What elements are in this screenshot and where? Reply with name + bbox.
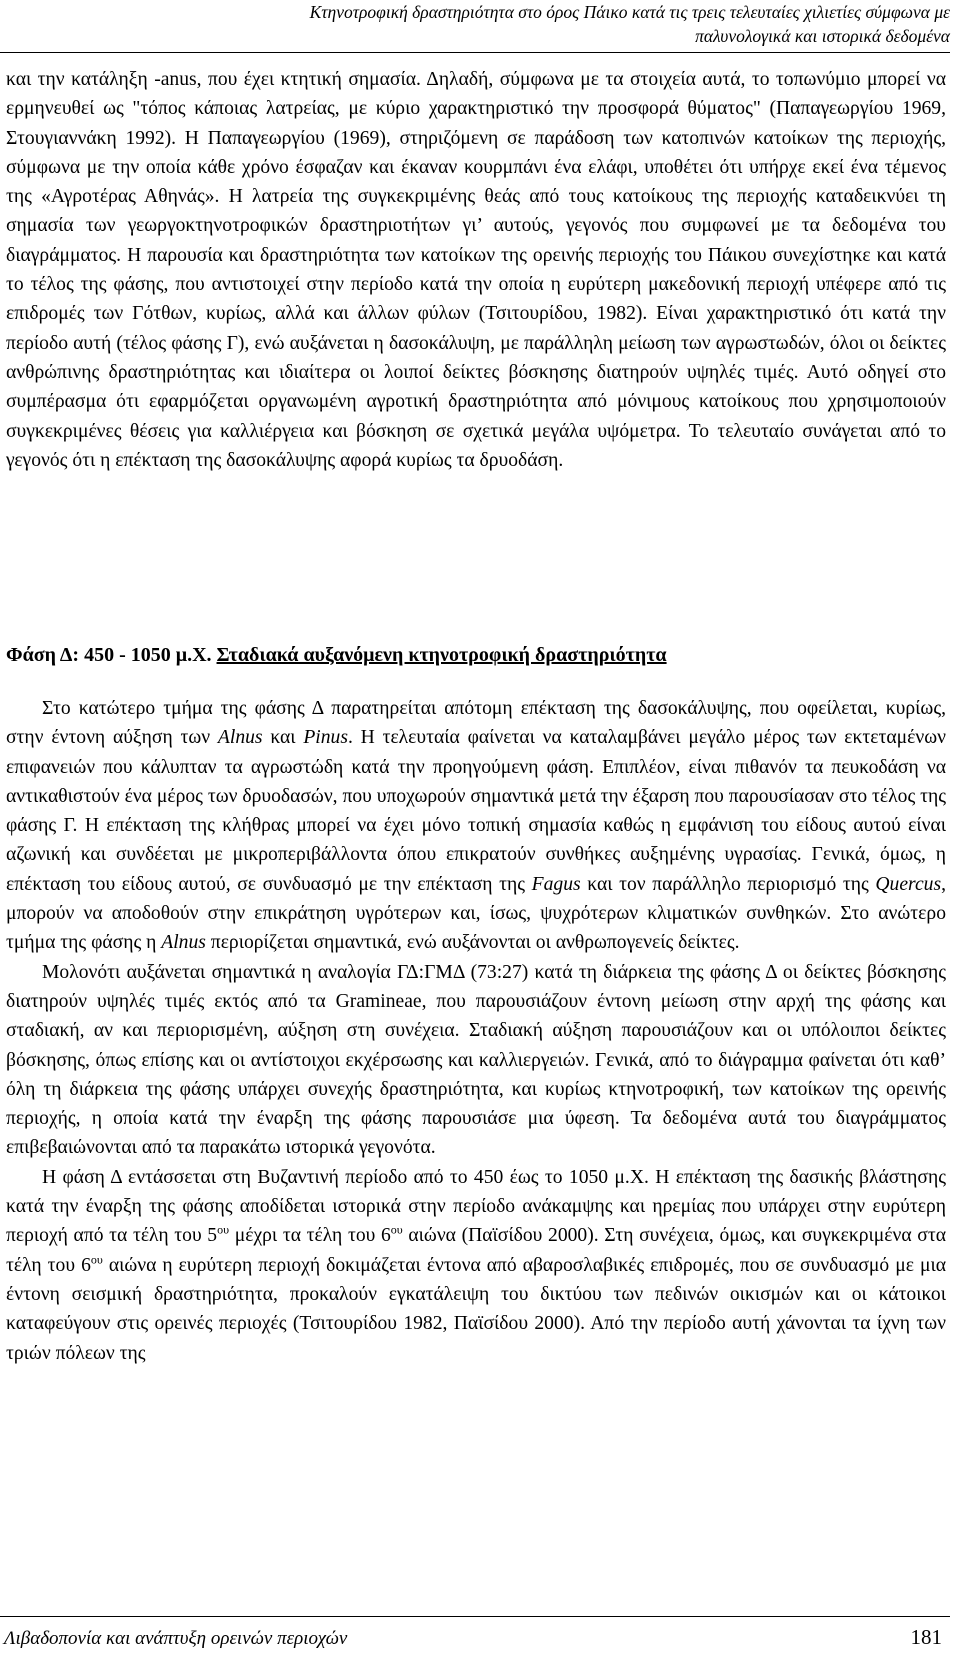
section-heading-title: Σταδιακά αυξανόμενη κτηνοτροφική δραστηριότητα — [216, 644, 667, 666]
paragraph-1: και την κατάληξη -anus, που έχει κτητική σημασία. Δηλαδή, σύμφωνα με τα στοιχεία αυτά, το τοπωνύμιο μπορεί να ερμηνευθεί ως "τόπος κάποιας λατρείας, με κύριο χαρακτηριστικό την προσφορά θύματος" (Παπαγεωργίου 1969, Στουγιαννάκη 1992). Η Παπαγεωργίου (1969), στηριζόμενη σε παράδοση των κατοπινών κατοίκων της περιοχής, σύμφωνα με την οποία κάθε χρόνο έσφαζαν και έκαναν κουρμπάνι ένα ελάφι, υποθέτει ότι υπήρχε εκεί ένα τέμενος της «Αγροτέρας Αθηνάς». Η λατρεία της συγκεκριμένης θεάς από τους κατοίκους της περιοχής καταδεικνύει τη σημασία των γεωργοκτηνοτροφικών δραστηριοτήτων γι’ αυτούς, γεγονός που συμφωνεί με τα δεδομένα του διαγράμματος. Η παρουσία και δραστηριότητα των κατοίκων της ορεινής περιοχής του Πάικου συνεχίστηκε και κατά το τέλος της φάσης, που αντιστοιχεί στην περίοδο κατά την οποία η ευρύτερη μακεδονική περιοχή υπέφερε από τις επιδρομές των Γότθων, κυρίως, αλλά και άλλων φύλων (Τσιτουρίδου, 1982). Είναι χαρακτηριστικό ότι κατά την περίοδο αυτή (τέλος φάσης Γ), ενώ αυξάνεται η δασοκάλυψη, με παράλληλη μείωση των αγρωστωδών, όλοι οι δείκτες ανθρώπινης δραστηριότητας και ιδιαίτερα οι λοιποί δείκτες βόσκησης διατηρούν υψηλές τιμές. Αυτό οδηγεί στο συμπέρασμα ότι εφαρμόζεται οργανωμένη αγροτική δραστηριότητα από μόνιμους κατοίκους που χρησιμοποιούν συγκεκριμένες θέσεις για καλλιέργεια και βόσκηση σε σχετικά μεγάλα υψόμετρα. Το τελευταίο συνάγεται από το γεγονός ότι η επέκταση της δασοκάλυψης αφορά κυρίως τα δρυοδάση. — [6, 69, 946, 471]
paragraph-3: Μολονότι αυξάνεται σημαντικά η αναλογία ΓΔ:ΓΜΔ (73:27) κατά τη διάρκεια της φάσης Δ οι δείκτες βόσκησης διατηρούν υψηλές τιμές εκτός από τα Gramineae, που παρουσιάζουν έντονη μείωση στην αρχή της φάσης και σταδιακή, αν και περιορισμένη, αύξηση στη συνέχεια. Σταδιακή αύξηση παρουσιάζουν και οι υπόλοιποι δείκτες βόσκησης, όπως επίσης και οι αντίστοιχοι εκχέρσωσης και καλλιεργειών. Γενικά, από το διάγραμμα φαίνεται ότι καθ’ όλη τη διάρκεια της φάσης υπάρχει συνεχής δραστηριότητα, και κυρίως κτηνοτροφική, των κατοίκων της ορεινής περιοχής, η οποία κατά την έναρξη της φάσης παρουσιάσε μια ύφεση. Τα δεδομένα αυτά του διαγράμματος επιβεβαιώνονται από τα παρακάτω ιστορικά γεγονότα. — [6, 961, 946, 1159]
running-header-line-1: Κτηνοτροφική δραστηριότητα στο όρος Πάικο κατά τις τρεις τελευταίες χιλιετίες σύμφωνα με — [309, 2, 950, 22]
taxon-alnus-2: Alnus — [161, 932, 206, 954]
taxon-quercus: Quercus — [875, 873, 942, 895]
taxon-fagus: Fagus — [531, 873, 581, 895]
body-section-1 — [6, 65, 946, 475]
section-heading-label: Φάση Δ: 450 - 1050 μ.Χ. — [6, 644, 212, 666]
section-heading — [6, 641, 946, 669]
running-header-line-2: παλυνολογικά και ιστορικά δεδομένα — [695, 26, 950, 46]
page-number: 181 — [910, 1625, 942, 1649]
taxon-alnus: Alnus — [217, 727, 263, 749]
running-header — [150, 0, 950, 48]
body-section-2 — [6, 694, 946, 1368]
superscript-ou-1: ου — [217, 1222, 230, 1237]
footer-divider — [0, 1616, 950, 1617]
superscript-ou-3: ου — [90, 1252, 103, 1267]
header-divider — [0, 52, 950, 53]
taxon-pinus: Pinus — [303, 727, 348, 749]
paragraph-2: Στο κατώτερο τμήμα της φάσης Δ παρατηρείται απότομη επέκταση της δασοκάλυψης, που οφείλεται, κυρίως, στην έντονη αύξηση των Alnus και Pinus. Η τελευταία φαίνεται να καταλαμβάνει μεγάλο μέρος των εκτεταμένων επιφανειών που κάλυπταν τα αγρωστώδη κατά την προηγούμενη φάση. Επιπλέον, είναι πιθανόν τα πευκοδάση να αντικαθιστούν ένα μέρος των δρυοδασών, που υποχωρούν σημαντικά μετά την έξαρση που παρουσίασαν στο τέλος της φάσης Γ. Η επέκταση της κλήθρας μπορεί να έχει μόνο τοπική σημασία καθώς η εμφάνιση του είδους αυτού είναι αζωνική και συνδέεται με μικροπεριβάλλοντα όπου επικρατούν συνθήκες αυξημένης υγρασίας. Γενικά, όμως, η επέκταση του είδους αυτού, σε συνδυασμό με την επέκταση της Fagus και τον παράλληλο περιορισμό της Quercus, μπορούν να αποδοθούν στην επικράτηση υγρότερων και, ίσως, ψυχρότερων κλιματικών συνθηκών. Στο ανώτερο τμήμα της φάσης η Alnus περιορίζεται σημαντικά, ενώ αυξάνονται οι ανθρωπογενείς δείκτες. — [6, 698, 947, 954]
superscript-ou-2: ου — [390, 1222, 403, 1237]
running-footer: Λιβαδοπονία και ανάπτυξη ορεινών περιοχών — [4, 1628, 348, 1649]
paragraph-4: Η φάση Δ εντάσσεται στη Βυζαντινή περίοδο από το 450 έως το 1050 μ.Χ. Η επέκταση της δασικής βλάστησης κατά την έναρξη της φάσης αποδίδεται ιστορικά στην περίοδο ανάκαμψης και ηρεμίας που υπάρχει στην ευρύτερη περιοχή από τα τέλη του $5^{o\upsilon}$ μέχρι τα τέλη του $6^{o\upsilon}$ αιώνα (Παϊσίδου 2000). Στη συνέχεια, όμως, και συγκεκριμένα στα τέλη του $6^{o\upsilon}$ αιώνα η ευρύτερη περιοχή δοκιμάζεται έντονα από αβαροσλαβικές επιδρομές, που σε συνδυασμό με μια έντονη σεισμική δραστηριότητα, προκαλούν εγκατάλειψη του δικτύου των πεδινών οικισμών και οι κάτοικοι καταφεύγουν στις ορεινές περιοχές (Τσιτουρίδου 1982, Παϊσίδου 2000). Από την περίοδο αυτή χάνονται τα ίχνη των τριών πόλεων της — [6, 1166, 947, 1364]
